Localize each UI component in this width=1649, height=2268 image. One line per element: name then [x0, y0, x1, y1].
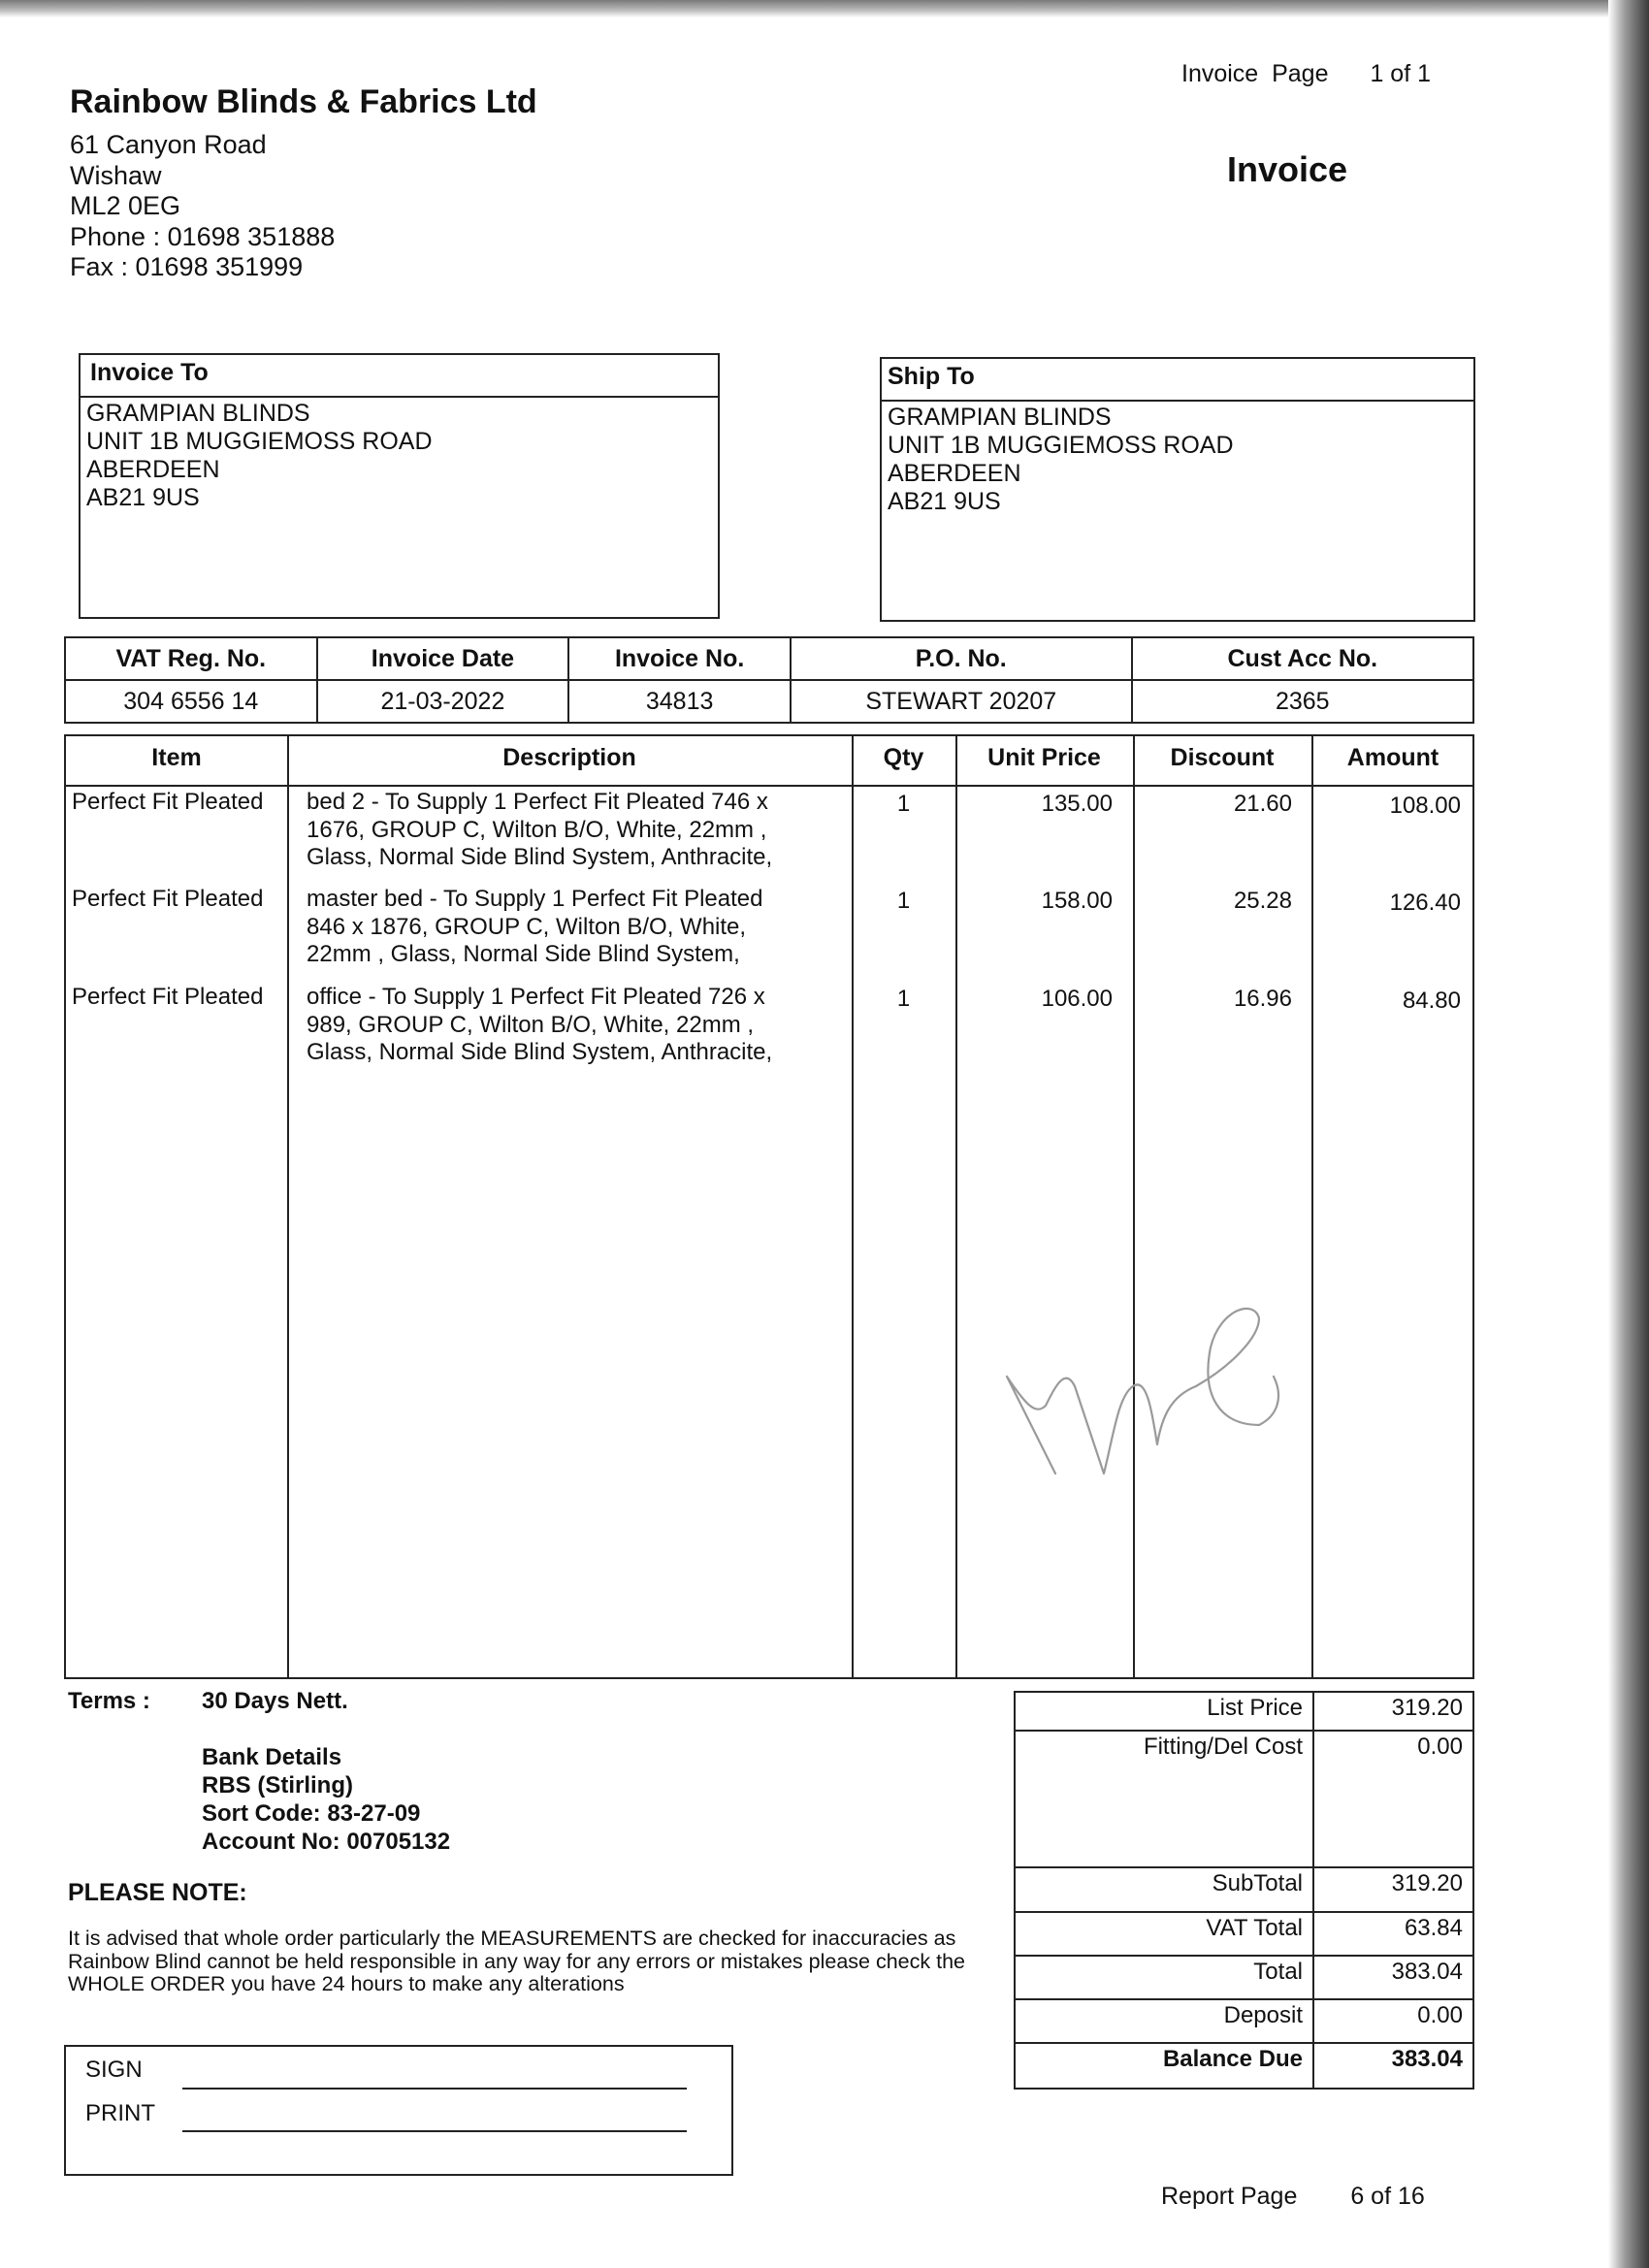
discount-cell: 21.60 [1233, 791, 1292, 817]
invoice-date-value: 21-03-2022 [317, 680, 569, 723]
discount-cell: 25.28 [1233, 888, 1292, 914]
report-page-info [1161, 2183, 1425, 2211]
totals-row [1015, 1867, 1473, 1912]
po-no-header: P.O. No. [791, 637, 1132, 680]
ship-to-box [880, 357, 1475, 622]
table-row [66, 789, 1472, 884]
totals-row [1015, 1956, 1473, 1999]
address-line: AB21 9US [888, 488, 1001, 515]
description-line: Glass, Normal Side Blind System, Anthracite, [307, 844, 773, 870]
bank-details [202, 1743, 450, 1856]
description-line: Glass, Normal Side Blind System, Anthracite, [307, 1039, 773, 1065]
unit-price-cell: 158.00 [1041, 888, 1113, 914]
item-cell: Perfect Fit Pleated [72, 984, 264, 1010]
address-line: UNIT 1B MUGGIEMOSS ROAD [86, 428, 433, 455]
invoice-no-header: Invoice No. [568, 637, 791, 680]
address-line: AB21 9US [86, 484, 200, 511]
total-label: Total [1015, 1956, 1313, 1999]
address-line: GRAMPIAN BLINDS [86, 400, 310, 427]
balance-due-value: 383.04 [1313, 2043, 1473, 2089]
amount-cell: 126.40 [1389, 890, 1461, 916]
totals-row [1015, 1999, 1473, 2043]
cust-acc-value: 2365 [1132, 680, 1473, 723]
deposit-value: 0.00 [1313, 1999, 1473, 2043]
reference-header-row [65, 637, 1473, 680]
description-header: Description [502, 744, 636, 771]
po-no-value: STEWART 20207 [791, 680, 1132, 723]
discount-cell: 16.96 [1233, 986, 1292, 1012]
item-header: Item [151, 744, 202, 771]
invoice-page-value: 1 of 1 [1370, 60, 1432, 87]
amount-header: Amount [1346, 744, 1439, 771]
print-line [182, 2130, 687, 2132]
address-line: ABERDEEN [86, 456, 220, 483]
qty-cell: 1 [896, 888, 911, 914]
terms-value: 30 Days Nett. [202, 1688, 348, 1714]
fitting-value: 0.00 [1313, 1731, 1473, 1867]
totals-row [1015, 1731, 1473, 1867]
terms-label: Terms : [68, 1688, 150, 1714]
cust-acc-header: Cust Acc No. [1132, 637, 1473, 680]
total-value: 383.04 [1313, 1956, 1473, 1999]
please-note-text: It is advised that whole order particularly the MEASUREMENTS are checked for inaccuracies as Rainbow Blind cannot be held responsible in any way for any errors or mistakes please check the WHOLE ORDER you have 24 hours to make any alterations [68, 1927, 965, 1995]
item-cell: Perfect Fit Pleated [72, 886, 264, 912]
description-cell [307, 789, 772, 872]
invoice-to-title: Invoice To [81, 355, 718, 398]
unit-price-cell: 106.00 [1041, 986, 1113, 1012]
item-cell: Perfect Fit Pleated [72, 789, 264, 815]
balance-due-label: Balance Due [1015, 2043, 1313, 2089]
list-price-label: List Price [1015, 1692, 1313, 1731]
company-address [70, 130, 335, 283]
list-price-value: 319.20 [1313, 1692, 1473, 1731]
description-line: bed 2 - To Supply 1 Perfect Fit Pleated 746 x [307, 789, 768, 815]
totals-row [1015, 2043, 1473, 2089]
qty-cell: 1 [896, 791, 911, 817]
amount-cell: 108.00 [1389, 793, 1461, 819]
document-title: Invoice [1227, 149, 1348, 189]
reference-value-row [65, 680, 1473, 723]
reference-table [64, 636, 1474, 724]
description-line: master bed - To Supply 1 Perfect Fit Pleated [307, 886, 763, 912]
line-items-header [66, 736, 1472, 787]
sign-line [182, 2088, 687, 2090]
fax-line: Fax : 01698 351999 [70, 252, 304, 281]
invoice-date-header: Invoice Date [317, 637, 569, 680]
totals-row [1015, 1912, 1473, 1956]
subtotal-label: SubTotal [1015, 1867, 1313, 1912]
report-page-value: 6 of 16 [1350, 2183, 1425, 2210]
please-note-title: PLEASE NOTE: [68, 1879, 247, 1906]
scan-edge-right [1608, 0, 1649, 2268]
sign-label: SIGN [85, 2057, 143, 2083]
invoice-to-address [81, 398, 718, 514]
vat-total-value: 63.84 [1313, 1912, 1473, 1956]
ship-to-address [882, 402, 1473, 518]
table-row [66, 984, 1472, 1079]
account-number: Account No: 00705132 [202, 1829, 451, 1855]
report-page-label: Report Page [1161, 2183, 1298, 2210]
bank-details-title: Bank Details [202, 1744, 342, 1770]
subtotal-value: 319.20 [1313, 1867, 1473, 1912]
deposit-label: Deposit [1015, 1999, 1313, 2043]
description-cell [307, 886, 762, 969]
address-line: ML2 0EG [70, 191, 181, 220]
fitting-label: Fitting/Del Cost [1015, 1731, 1313, 1867]
address-line: Wishaw [70, 160, 162, 190]
invoice-page-info [1181, 60, 1431, 88]
invoice-no-value: 34813 [568, 680, 791, 723]
table-row [66, 886, 1472, 981]
sort-code: Sort Code: 83-27-09 [202, 1800, 421, 1827]
unit-price-header: Unit Price [987, 744, 1101, 771]
line-items-table [64, 734, 1474, 1679]
qty-header: Qty [883, 744, 924, 771]
bank-name: RBS (Stirling) [202, 1772, 353, 1798]
description-line: 22mm , Glass, Normal Side Blind System, [307, 941, 740, 967]
description-line: office - To Supply 1 Perfect Fit Pleated 726 x [307, 984, 765, 1010]
amount-cell: 84.80 [1402, 988, 1461, 1014]
company-name: Rainbow Blinds & Fabrics Ltd [70, 83, 537, 120]
phone-line: Phone : 01698 351888 [70, 221, 336, 251]
address-line: UNIT 1B MUGGIEMOSS ROAD [888, 432, 1234, 459]
vat-reg-header: VAT Reg. No. [65, 637, 317, 680]
totals-row [1015, 1692, 1473, 1731]
totals-table [1014, 1691, 1474, 2090]
vat-total-label: VAT Total [1015, 1912, 1313, 1956]
description-line: 846 x 1876, GROUP C, Wilton B/O, White, [307, 913, 747, 940]
print-label: PRINT [85, 2100, 155, 2126]
invoice-page-label: Invoice Page [1181, 60, 1329, 87]
address-line: 61 Canyon Road [70, 130, 267, 159]
description-cell [307, 984, 772, 1067]
unit-price-cell: 135.00 [1041, 791, 1113, 817]
ship-to-title: Ship To [882, 359, 1473, 402]
invoice-to-box [79, 353, 720, 619]
qty-cell: 1 [896, 986, 911, 1012]
discount-header: Discount [1170, 744, 1275, 771]
address-line: ABERDEEN [888, 460, 1021, 487]
sign-print-box [64, 2045, 733, 2176]
handwritten-initials [978, 1280, 1288, 1532]
description-line: 989, GROUP C, Wilton B/O, White, 22mm , [307, 1011, 755, 1038]
vat-reg-value: 304 6556 14 [65, 680, 317, 723]
address-line: GRAMPIAN BLINDS [888, 404, 1112, 431]
scan-edge-top [0, 0, 1649, 17]
description-line: 1676, GROUP C, Wilton B/O, White, 22mm , [307, 816, 767, 843]
